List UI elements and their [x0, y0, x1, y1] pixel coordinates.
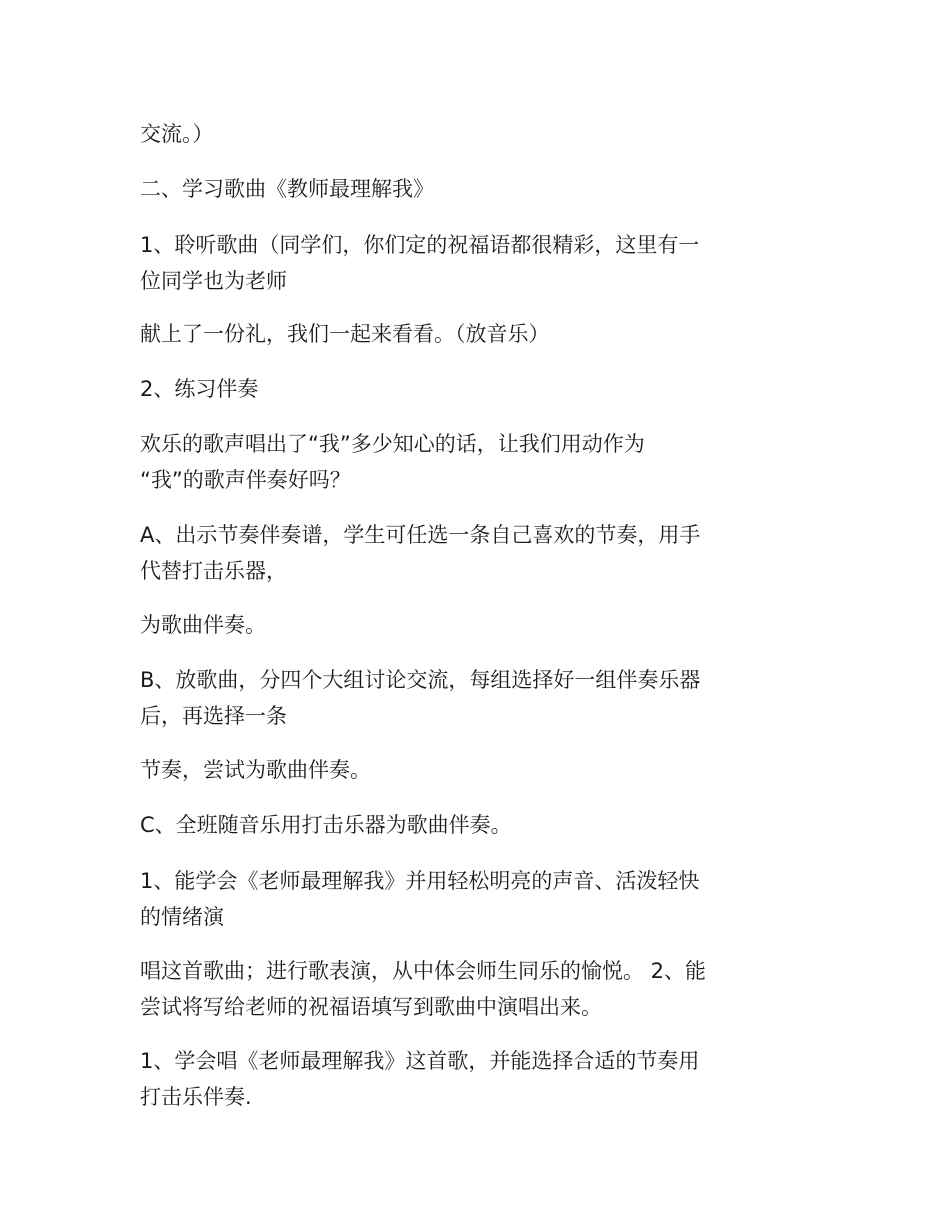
paragraph-3 [140, 227, 810, 299]
paragraph-13 [140, 953, 810, 1025]
text-line: 代替打击乐器， [140, 559, 287, 583]
text-line: 后，再选择一条 [140, 704, 287, 728]
text-line: 为歌曲伴奏。 [140, 613, 266, 637]
paragraph-1 [140, 116, 810, 152]
text-line: 欢乐的歌声唱出了“我”多少知心的话，让我们用动作为 [140, 432, 645, 456]
section-heading [140, 171, 810, 207]
text-line: 1、学会唱《老师最理解我》这首歌，并能选择合适的节奏用 [140, 1049, 700, 1073]
paragraph-12 [140, 863, 810, 935]
text-line: A、出示节奏伴奏谱，学生可任选一条自己喜欢的节奏，用手 [140, 523, 701, 547]
text-line: 节奏，尝试为歌曲伴奏。 [140, 758, 371, 782]
paragraph-7 [140, 517, 810, 589]
text-line: C、全班随音乐用打击乐器为歌曲伴奏。 [140, 813, 512, 837]
text-line: 的情绪演 [140, 905, 224, 929]
text-line: 交流。） [140, 122, 214, 146]
paragraph-11 [140, 807, 810, 843]
text-line: 位同学也为老师 [140, 269, 287, 293]
paragraph-4 [140, 316, 810, 352]
text-line: 打击乐伴奏. [140, 1085, 252, 1109]
text-line: 二、学习歌曲《教师最理解我》 [140, 177, 434, 201]
text-line: 1、聆听歌曲（同学们，你们定的祝福语都很精彩，这里有一 [140, 233, 700, 257]
text-line: 尝试将写给老师的祝福语填写到歌曲中演唱出来。 [140, 995, 602, 1019]
text-line: 1、能学会《老师最理解我》并用轻松明亮的声音、活泼轻快 [140, 869, 700, 893]
paragraph-14 [140, 1043, 810, 1115]
paragraph-10 [140, 752, 810, 788]
paragraph-6 [140, 426, 810, 498]
paragraph-8 [140, 607, 810, 643]
text-line: 唱这首歌曲；进行歌表演，从中体会师生同乐的愉悦。 2、能 [140, 959, 707, 983]
text-line: 献上了一份礼，我们一起来看看。（放音乐） [140, 322, 550, 346]
paragraph-9 [140, 662, 810, 734]
text-line: 2、练习伴奏 [140, 377, 259, 401]
paragraph-5 [140, 371, 810, 407]
text-line: B、放歌曲，分四个大组讨论交流，每组选择好一组伴奏乐器 [140, 668, 701, 692]
text-line: “我”的歌声伴奏好吗？ [140, 468, 351, 492]
